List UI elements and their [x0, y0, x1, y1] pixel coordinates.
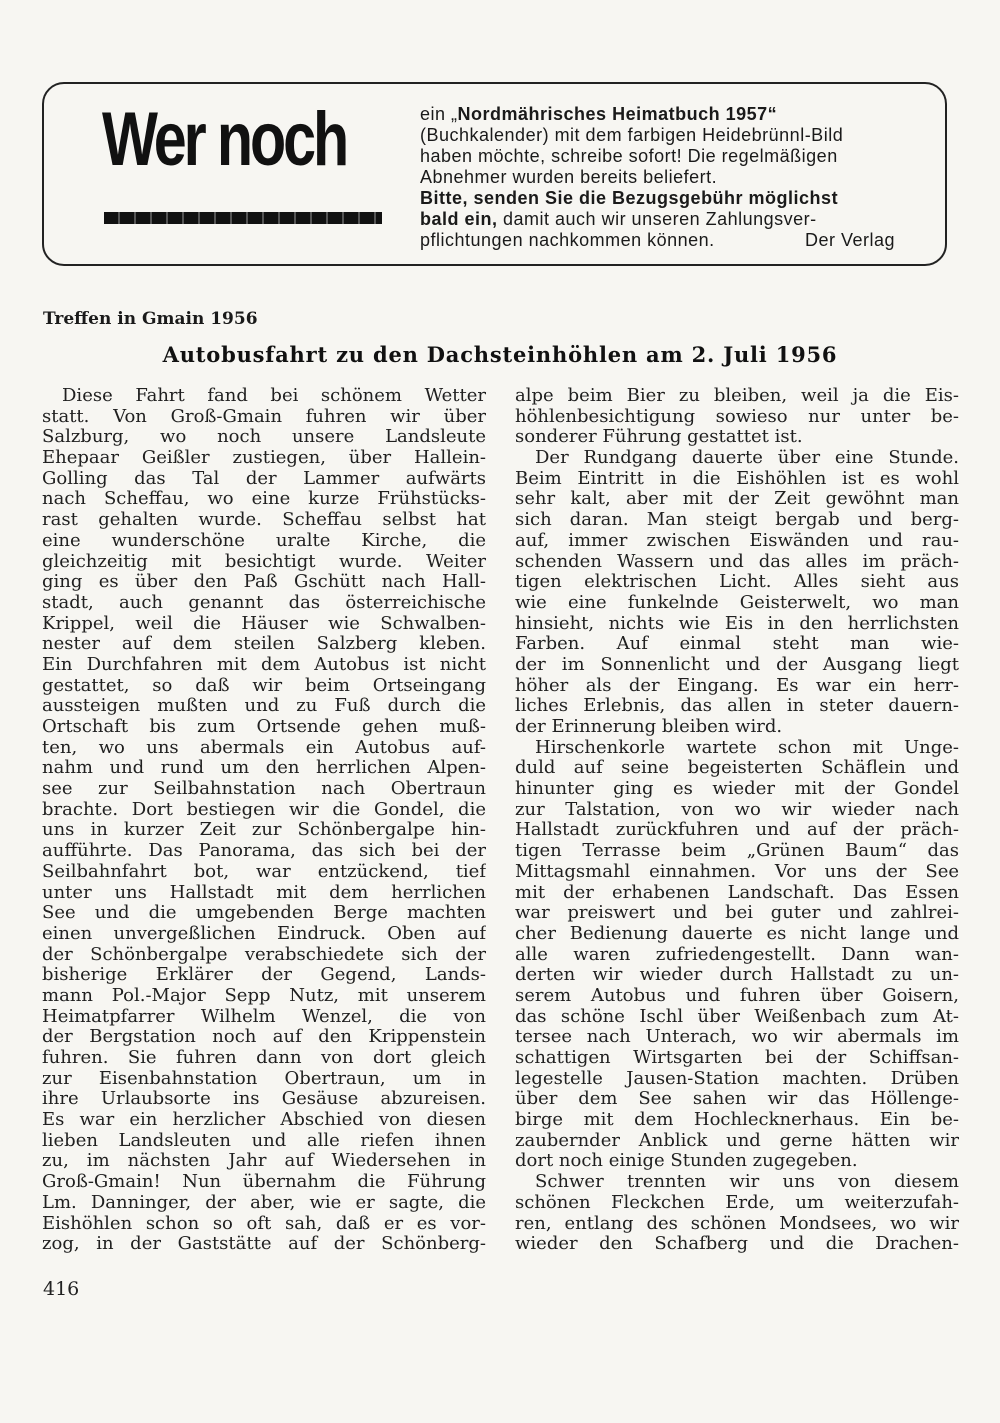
ad-signature: Der Verlag: [804, 230, 895, 250]
text-line: der im Sonnenlicht und der Ausgang liegt: [515, 654, 959, 675]
text-line: wie eine funkelnde Geisterwelt, wo man: [515, 592, 959, 613]
text-line: nahm und rund um den herrlichen Alpen-: [42, 758, 486, 779]
text-line: Golling das Tal der Lammer aufwärts: [42, 468, 486, 489]
text-line: Diese Fahrt fand bei schönem Wetter: [62, 386, 486, 406]
text-line: ging es über den Paß Gschütt nach Hall-: [42, 572, 486, 593]
text-line: rast gehalten wurde. Scheffau selbst hat: [42, 510, 486, 531]
ad-line-segment: ein „: [420, 104, 458, 124]
text-line: sich daran. Man steigt bergab und berg-: [515, 510, 959, 531]
ad-line-segment: Abnehmer wurden bereits beliefert.: [420, 167, 718, 187]
page-number: 416: [43, 1278, 80, 1300]
text-line: wieder den Schafberg und die Drachen-: [515, 1234, 959, 1255]
text-line: Eishöhlen schon so oft sah, daß er es vor-: [42, 1213, 486, 1234]
text-line: stadt, auch genannt das österreichische: [42, 592, 486, 613]
text-line: Mittagsmahl einnahmen. Vor uns der See: [515, 861, 959, 882]
right-column: [515, 386, 959, 1255]
text-line: ten, wo uns abermals ein Autobus auf-: [42, 737, 486, 758]
text-line: see zur Seilbahnstation nach Obertraun: [42, 779, 486, 800]
ad-line: [420, 167, 895, 188]
text-line: dort noch einige Stunden zugegeben.: [515, 1150, 858, 1172]
text-line: tigen Terrasse beim „Grünen Baum“ das: [515, 841, 959, 862]
text-line: über dem See sahen wir das Höllenge-: [515, 1089, 959, 1110]
text-line: war preiswert und bei guter und zahlrei-: [515, 903, 959, 924]
left-column: [42, 386, 486, 1255]
ad-last-line-text: pflichtungen nachkommen können.: [420, 230, 715, 250]
text-line: statt. Von Groß-Gmain fuhren wir über: [42, 406, 486, 427]
ad-text: [420, 104, 895, 251]
ad-headline: Wer noch: [102, 97, 347, 182]
text-line: Seilbahnfahrt bot, war entzückend, tief: [42, 861, 486, 882]
text-line: ihre Urlaubsorte ins Gesäuse abzureisen.: [42, 1089, 486, 1110]
text-line: Schwer trennten wir uns von diesem: [535, 1172, 959, 1193]
text-line: alle waren zufriedengestellt. Dann wan-: [515, 944, 959, 965]
text-line: gleichzeitig mit besichtigt wurde. Weiter: [42, 551, 486, 572]
ad-line: [420, 209, 895, 230]
text-line: Hallstadt zurückfuhren und auf der präch-: [515, 820, 959, 841]
text-line: Salzburg, wo noch unsere Landsleute: [42, 427, 486, 448]
text-line: aufführte. Das Panorama, das sich bei der: [42, 841, 486, 862]
text-line: duld auf seine begeisterten Schäflein und: [515, 758, 959, 779]
ad-line: [420, 125, 895, 146]
ad-line-segment: (Buchkalender) mit dem farbigen Heidebrünnl-Bild: [420, 125, 844, 145]
text-line: birge mit dem Hochlecknerhaus. Ein be-: [515, 1110, 959, 1131]
text-line: höhlenbesichtigung sowieso nur unter be-: [515, 406, 959, 427]
text-line: zur Eisenbahnstation Obertraun, um in: [42, 1068, 486, 1089]
text-line: Es war ein herzlicher Abschied von diesen: [42, 1110, 486, 1131]
text-line: gestattet, so daß wir beim Ortseingang: [42, 675, 486, 696]
text-line: zu, im nächsten Jahr auf Wiedersehen in: [42, 1151, 486, 1172]
section-label: Treffen in Gmain 1956: [43, 309, 258, 329]
text-line: sonderer Führung gestattet ist.: [515, 426, 803, 448]
text-line: Ein Durchfahren mit dem Autobus ist nicht: [42, 654, 486, 675]
text-line: hinsieht, nichts wie Eis in den herrlichsten: [515, 613, 959, 634]
text-line: Ehepaar Geißler zustiegen, über Hallein-: [42, 448, 486, 469]
ad-line-segment: bald ein,: [420, 209, 498, 229]
text-line: Farben. Auf einmal steht man wie-: [515, 634, 959, 655]
text-line: uns in kurzer Zeit zur Schönbergalpe hin-: [42, 820, 486, 841]
text-line: cher Bedienung dauerte es nicht lange und: [515, 923, 959, 944]
text-line: alpe beim Bier zu bleiben, weil ja die Eis-: [515, 386, 959, 406]
text-line: schattigen Wirtsgarten bei der Schiffsan-: [515, 1048, 959, 1068]
ad-line: [420, 104, 895, 125]
text-line: schenden Wassern und das alles im präch-: [515, 551, 959, 572]
text-line: fuhren. Sie fuhren dann von dort gleich: [42, 1048, 486, 1068]
text-line: zur Talstation, von wo wir wieder nach: [515, 799, 959, 820]
text-line: sehr kalt, aber mit der Zeit gewöhnt man: [515, 489, 959, 510]
text-line: einen unvergeßlichen Eindruck. Oben auf: [42, 923, 486, 944]
text-line: tersee nach Unterach, wo wir abermals im: [515, 1027, 959, 1048]
text-line: Krippel, weil die Häuser wie Schwalben-: [42, 613, 486, 634]
text-line: nester auf dem steilen Salzberg kleben.: [42, 634, 486, 655]
text-line: hinunter ging es wieder mit der Gondel: [515, 779, 959, 800]
text-line: mann Pol.-Major Sepp Nutz, mit unserem: [42, 985, 486, 1006]
text-line: derten wir wieder durch Hallstadt zu un-: [515, 965, 959, 986]
ad-line-segment: haben möchte, schreibe sofort! Die regelmäßigen: [420, 146, 838, 166]
text-line: Beim Eintritt in die Eishöhlen ist es wohl: [515, 468, 959, 489]
text-line: Der Rundgang dauerte über eine Stunde.: [535, 448, 959, 469]
ad-line-segment: damit auch wir unseren Zahlungsver-: [497, 209, 817, 229]
text-line: auf, immer zwischen Eiswänden und rau-: [515, 530, 959, 551]
text-line: höher als der Eingang. Es war ein herr-: [515, 675, 959, 696]
text-line: tigen elektrischen Licht. Alles sieht aus: [515, 572, 959, 593]
text-line: bisherige Erklärer der Gegend, Lands-: [42, 965, 486, 986]
advertisement-box: [42, 82, 947, 266]
text-line: der Erinnerung bleiben wird.: [515, 716, 783, 737]
text-line: zog, in der Gaststätte auf der Schönberg-: [42, 1234, 486, 1255]
text-line: zaubernder Anblick und gerne hätten wir: [515, 1130, 959, 1151]
text-line: Hirschenkorle wartete schon mit Unge-: [535, 737, 959, 758]
text-line: der Schönbergalpe verabschiedete sich der: [42, 944, 486, 965]
text-line: legestelle Jausen-Station machten. Drüben: [515, 1068, 959, 1089]
text-line: Lm. Danninger, der aber, wie er sagte, die: [42, 1192, 486, 1213]
ad-last-line: [420, 230, 895, 251]
text-line: das schöne Ischl über Weißenbach zum At-: [515, 1006, 959, 1027]
ad-line: [420, 146, 895, 167]
ad-line: [420, 188, 895, 209]
article-title: Autobusfahrt zu den Dachsteinhöhlen am 2. Juli 1956: [162, 342, 838, 367]
text-line: aussteigen mußten und zu Fuß durch die: [42, 696, 486, 717]
text-line: der Bergstation noch auf den Krippenstein: [42, 1027, 486, 1048]
text-line: schönen Fleckchen Erde, um weiterzufah-: [515, 1192, 959, 1213]
text-line: ren, entlang des schönen Mondsees, wo wir: [515, 1213, 959, 1234]
text-line: See und die umgebenden Berge machten: [42, 903, 486, 924]
text-line: Ortschaft bis zum Ortsende gehen muß-: [42, 717, 486, 737]
text-line: eine wunderschöne uralte Kirche, die: [42, 530, 486, 551]
text-line: nach Scheffau, wo eine kurze Frühstücks-: [42, 489, 486, 510]
text-line: serem Autobus und fuhren über Goisern,: [515, 985, 959, 1006]
text-line: mit der erhabenen Landschaft. Das Essen: [515, 882, 959, 903]
text-line: liches Erlebnis, das allen in steter dauern-: [515, 696, 959, 717]
text-line: lieben Landsleuten und alle riefen ihnen: [42, 1130, 486, 1151]
ad-line-segment: Nordmährisches Heimatbuch 1957“: [457, 104, 778, 124]
text-line: Groß-Gmain! Nun übernahm die Führung: [42, 1172, 486, 1193]
text-line: unter uns Hallstadt mit dem herrlichen: [42, 882, 486, 903]
ad-line-segment: Bitte, senden Sie die Bezugsgebühr möglichst: [420, 188, 839, 208]
ad-headline-rule: [104, 212, 382, 224]
text-line: brachte. Dort bestiegen wir die Gondel, die: [42, 799, 486, 820]
text-line: Heimatpfarrer Wilhelm Wenzel, die von: [42, 1006, 486, 1027]
